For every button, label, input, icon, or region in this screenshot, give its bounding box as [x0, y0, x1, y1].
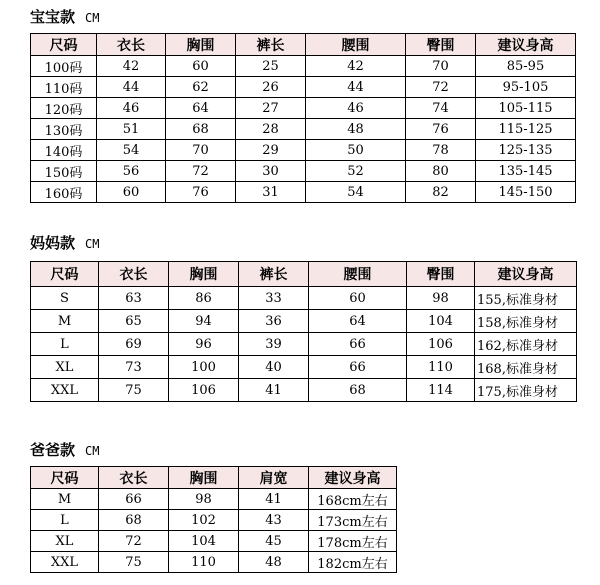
- size-cell: 100码: [31, 56, 97, 77]
- table-row: [31, 510, 397, 531]
- measure-cell: 74: [406, 98, 476, 119]
- height-cell: 178cm左右: [309, 531, 397, 552]
- size-cell: XL: [31, 531, 99, 552]
- measure-cell: 66: [309, 356, 407, 379]
- column-header: 衣长: [97, 34, 166, 56]
- measure-cell: 46: [306, 98, 406, 119]
- measure-cell: 68: [166, 119, 236, 140]
- measure-cell: 76: [166, 182, 236, 203]
- height-cell: 135-145: [476, 161, 576, 182]
- dad-title: 爸爸款: [30, 441, 76, 459]
- measure-cell: 106: [169, 379, 239, 402]
- measure-cell: 64: [309, 310, 407, 333]
- measure-cell: 51: [97, 119, 166, 140]
- measure-cell: 43: [239, 510, 309, 531]
- measure-cell: 44: [97, 77, 166, 98]
- table-row: [31, 531, 397, 552]
- table-row: [31, 56, 576, 77]
- table-header-row: [31, 467, 397, 489]
- measure-cell: 75: [99, 379, 169, 402]
- measure-cell: 48: [306, 119, 406, 140]
- measure-cell: 76: [406, 119, 476, 140]
- measure-cell: 44: [306, 77, 406, 98]
- measure-cell: 72: [406, 77, 476, 98]
- measure-cell: 86: [169, 287, 239, 310]
- measure-cell: 40: [239, 356, 309, 379]
- height-cell: 125-135: [476, 140, 576, 161]
- size-cell: L: [31, 510, 99, 531]
- measure-cell: 65: [99, 310, 169, 333]
- height-cell: 173cm左右: [309, 510, 397, 531]
- measure-cell: 45: [239, 531, 309, 552]
- measure-cell: 70: [406, 56, 476, 77]
- measure-cell: 80: [406, 161, 476, 182]
- measure-cell: 54: [306, 182, 406, 203]
- column-header: 胸围: [169, 262, 239, 287]
- measure-cell: 94: [169, 310, 239, 333]
- measure-cell: 28: [236, 119, 306, 140]
- table-row: [31, 310, 577, 333]
- measure-cell: 104: [169, 531, 239, 552]
- measure-cell: 69: [99, 333, 169, 356]
- height-cell: 155,标准身材: [475, 287, 577, 310]
- size-cell: M: [31, 310, 99, 333]
- dad-section-title: [30, 439, 99, 461]
- table-row: [31, 161, 576, 182]
- measure-cell: 39: [239, 333, 309, 356]
- table-row: [31, 140, 576, 161]
- measure-cell: 106: [407, 333, 475, 356]
- baby-section-title: [30, 6, 99, 28]
- measure-cell: 64: [166, 98, 236, 119]
- baby-size-table: [30, 33, 576, 203]
- measure-cell: 110: [407, 356, 475, 379]
- column-header: 尺码: [31, 262, 99, 287]
- height-cell: 168cm左右: [309, 489, 397, 510]
- measure-cell: 31: [236, 182, 306, 203]
- column-header: 臀围: [407, 262, 475, 287]
- table-row: [31, 552, 397, 573]
- measure-cell: 100: [169, 356, 239, 379]
- measure-cell: 33: [239, 287, 309, 310]
- measure-cell: 75: [99, 552, 169, 573]
- mom-section-title: [30, 232, 99, 254]
- column-header: 胸围: [169, 467, 239, 489]
- measure-cell: 73: [99, 356, 169, 379]
- height-cell: 162,标准身材: [475, 333, 577, 356]
- size-cell: 120码: [31, 98, 97, 119]
- column-header: 尺码: [31, 467, 99, 489]
- measure-cell: 110: [169, 552, 239, 573]
- measure-cell: 30: [236, 161, 306, 182]
- measure-cell: 68: [99, 510, 169, 531]
- baby-title: 宝宝款: [30, 8, 76, 26]
- height-cell: 115-125: [476, 119, 576, 140]
- column-header: 尺码: [31, 34, 97, 56]
- table-row: [31, 182, 576, 203]
- measure-cell: 98: [407, 287, 475, 310]
- measure-cell: 70: [166, 140, 236, 161]
- table-row: [31, 77, 576, 98]
- measure-cell: 36: [239, 310, 309, 333]
- measure-cell: 42: [306, 56, 406, 77]
- column-header: 建议身高: [475, 262, 577, 287]
- dad-size-table: [30, 466, 397, 573]
- measure-cell: 26: [236, 77, 306, 98]
- column-header: 腰围: [306, 34, 406, 56]
- measure-cell: 72: [99, 531, 169, 552]
- column-header: 建议身高: [309, 467, 397, 489]
- mom-unit: CM: [85, 237, 100, 251]
- measure-cell: 96: [169, 333, 239, 356]
- measure-cell: 72: [166, 161, 236, 182]
- measure-cell: 54: [97, 140, 166, 161]
- mom-title: 妈妈款: [30, 234, 76, 252]
- measure-cell: 62: [166, 77, 236, 98]
- table-row: [31, 356, 577, 379]
- measure-cell: 50: [306, 140, 406, 161]
- measure-cell: 102: [169, 510, 239, 531]
- column-header: 胸围: [166, 34, 236, 56]
- measure-cell: 114: [407, 379, 475, 402]
- measure-cell: 60: [97, 182, 166, 203]
- size-cell: 150码: [31, 161, 97, 182]
- table-row: [31, 98, 576, 119]
- measure-cell: 41: [239, 379, 309, 402]
- column-header: 裤长: [236, 34, 306, 56]
- measure-cell: 29: [236, 140, 306, 161]
- measure-cell: 52: [306, 161, 406, 182]
- measure-cell: 46: [97, 98, 166, 119]
- table-header-row: [31, 262, 577, 287]
- size-cell: 110码: [31, 77, 97, 98]
- measure-cell: 48: [239, 552, 309, 573]
- table-header-row: [31, 34, 576, 56]
- measure-cell: 82: [406, 182, 476, 203]
- size-cell: XXL: [31, 379, 99, 402]
- height-cell: 168,标准身材: [475, 356, 577, 379]
- column-header: 臀围: [406, 34, 476, 56]
- measure-cell: 56: [97, 161, 166, 182]
- measure-cell: 41: [239, 489, 309, 510]
- measure-cell: 68: [309, 379, 407, 402]
- baby-unit: CM: [85, 11, 100, 25]
- measure-cell: 60: [166, 56, 236, 77]
- size-cell: XXL: [31, 552, 99, 573]
- measure-cell: 78: [406, 140, 476, 161]
- size-cell: 160码: [31, 182, 97, 203]
- height-cell: 175,标准身材: [475, 379, 577, 402]
- size-cell: M: [31, 489, 99, 510]
- height-cell: 105-115: [476, 98, 576, 119]
- measure-cell: 98: [169, 489, 239, 510]
- table-row: [31, 287, 577, 310]
- column-header: 裤长: [239, 262, 309, 287]
- height-cell: 85-95: [476, 56, 576, 77]
- measure-cell: 27: [236, 98, 306, 119]
- measure-cell: 66: [309, 333, 407, 356]
- table-row: [31, 489, 397, 510]
- measure-cell: 42: [97, 56, 166, 77]
- column-header: 衣长: [99, 467, 169, 489]
- column-header: 肩宽: [239, 467, 309, 489]
- mom-size-table: [30, 261, 577, 402]
- measure-cell: 25: [236, 56, 306, 77]
- column-header: 腰围: [309, 262, 407, 287]
- size-cell: 140码: [31, 140, 97, 161]
- height-cell: 95-105: [476, 77, 576, 98]
- measure-cell: 104: [407, 310, 475, 333]
- size-cell: S: [31, 287, 99, 310]
- measure-cell: 60: [309, 287, 407, 310]
- height-cell: 182cm左右: [309, 552, 397, 573]
- measure-cell: 63: [99, 287, 169, 310]
- height-cell: 145-150: [476, 182, 576, 203]
- column-header: 建议身高: [476, 34, 576, 56]
- size-cell: 130码: [31, 119, 97, 140]
- column-header: 衣长: [99, 262, 169, 287]
- size-cell: XL: [31, 356, 99, 379]
- height-cell: 158,标准身材: [475, 310, 577, 333]
- table-row: [31, 333, 577, 356]
- dad-unit: CM: [85, 444, 100, 458]
- measure-cell: 66: [99, 489, 169, 510]
- size-cell: L: [31, 333, 99, 356]
- table-row: [31, 119, 576, 140]
- table-row: [31, 379, 577, 402]
